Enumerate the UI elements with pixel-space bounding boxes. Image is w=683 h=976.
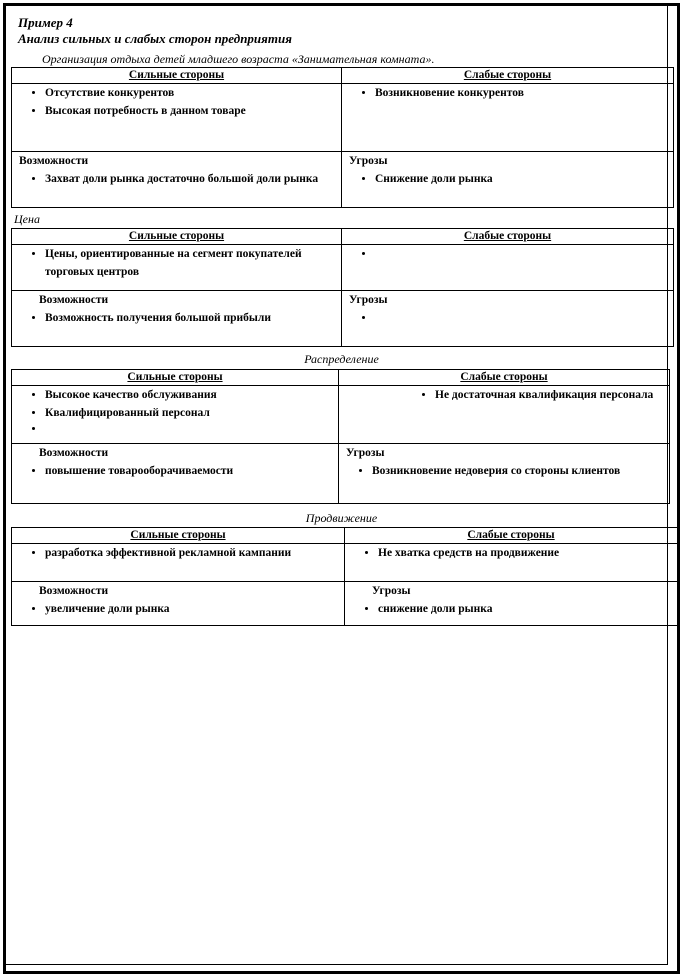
page-title: Анализ сильных и слабых сторон предприятия xyxy=(18,31,292,46)
swot-table-general xyxy=(11,67,674,208)
strengths-cell xyxy=(12,386,339,444)
strengths-cell xyxy=(12,544,345,582)
section-label-price: Цена xyxy=(14,212,40,226)
weakness-item: • Не достаточная квалификация персонала xyxy=(435,386,666,404)
opportunity-item: • повышение товарооборачиваемости xyxy=(45,462,335,480)
opportunities-cell xyxy=(12,582,345,626)
opportunities-cell xyxy=(12,152,342,208)
col-weaknesses-header: Слабые стороны xyxy=(345,528,678,544)
weakness-item: • Возникновение конкурентов xyxy=(375,84,670,102)
col-weaknesses-header: Слабые стороны xyxy=(339,370,670,386)
threats-label: Угрозы xyxy=(372,585,411,597)
col-strengths-header: Сильные стороны xyxy=(12,370,339,386)
threats-label: Угрозы xyxy=(349,155,388,167)
opportunities-label: Возможности xyxy=(39,585,109,597)
swot-table-promotion xyxy=(11,527,678,626)
threat-item: • Снижение доли рынка xyxy=(375,170,670,188)
strengths-cell xyxy=(12,84,342,152)
opportunity-item: • увеличение доли рынка xyxy=(45,600,341,618)
threats-cell xyxy=(339,444,670,504)
threats-label: Угрозы xyxy=(346,447,385,459)
threats-label: Угрозы xyxy=(349,294,388,306)
threats-cell xyxy=(342,152,674,208)
threat-item xyxy=(375,309,670,327)
strengths-cell xyxy=(12,245,342,291)
col-strengths-header: Сильные стороны xyxy=(12,68,342,84)
section-label-promotion: Продвижение xyxy=(305,511,378,525)
strength-item: • разработка эффективной рекламной кампании xyxy=(45,544,341,562)
opportunities-label: Возможности xyxy=(39,294,109,306)
strength-item: • Отсутствие конкурентов xyxy=(45,84,338,102)
swot-table-price xyxy=(11,228,674,347)
weakness-item: • Не хватка средств на продвижение xyxy=(378,544,674,562)
example-label: Пример 4 xyxy=(18,15,73,30)
threat-item: • снижение доли рынка xyxy=(378,600,674,618)
opportunity-item: • Возможность получения большой прибыли xyxy=(45,309,338,327)
weaknesses-cell xyxy=(345,544,678,582)
strength-item: • Высокая потребность в данном товаре xyxy=(45,102,338,120)
section-label-distribution: Распределение xyxy=(304,352,379,366)
opportunities-cell xyxy=(12,444,339,504)
threats-cell xyxy=(345,582,678,626)
strength-item xyxy=(45,422,335,436)
col-weaknesses-header: Слабые стороны xyxy=(342,68,674,84)
weaknesses-cell xyxy=(342,245,674,291)
col-strengths-header: Сильные стороны xyxy=(12,528,345,544)
weakness-item xyxy=(375,245,670,263)
page-subtitle: Организация отдыха детей младшего возраста «Занимательная комната». xyxy=(42,52,435,66)
strength-item: • Квалифицированный персонал xyxy=(45,404,335,422)
col-strengths-header: Сильные стороны xyxy=(12,229,342,245)
strength-item: • Цены, ориентированные на сегмент покупателей торговых центров xyxy=(45,245,338,281)
opportunities-label: Возможности xyxy=(39,447,109,459)
opportunities-cell xyxy=(12,291,342,347)
weaknesses-cell xyxy=(339,386,670,444)
threats-cell xyxy=(342,291,674,347)
col-weaknesses-header: Слабые стороны xyxy=(342,229,674,245)
opportunities-label: Возможности xyxy=(19,155,89,167)
opportunity-item: • Захват доли рынка достаточно большой доли рынка xyxy=(45,170,338,188)
threat-item: • Возникновение недоверия со стороны клиентов xyxy=(372,462,666,480)
strength-item: • Высокое качество обслуживания xyxy=(45,386,335,404)
weaknesses-cell xyxy=(342,84,674,152)
swot-table-distribution xyxy=(11,369,670,504)
